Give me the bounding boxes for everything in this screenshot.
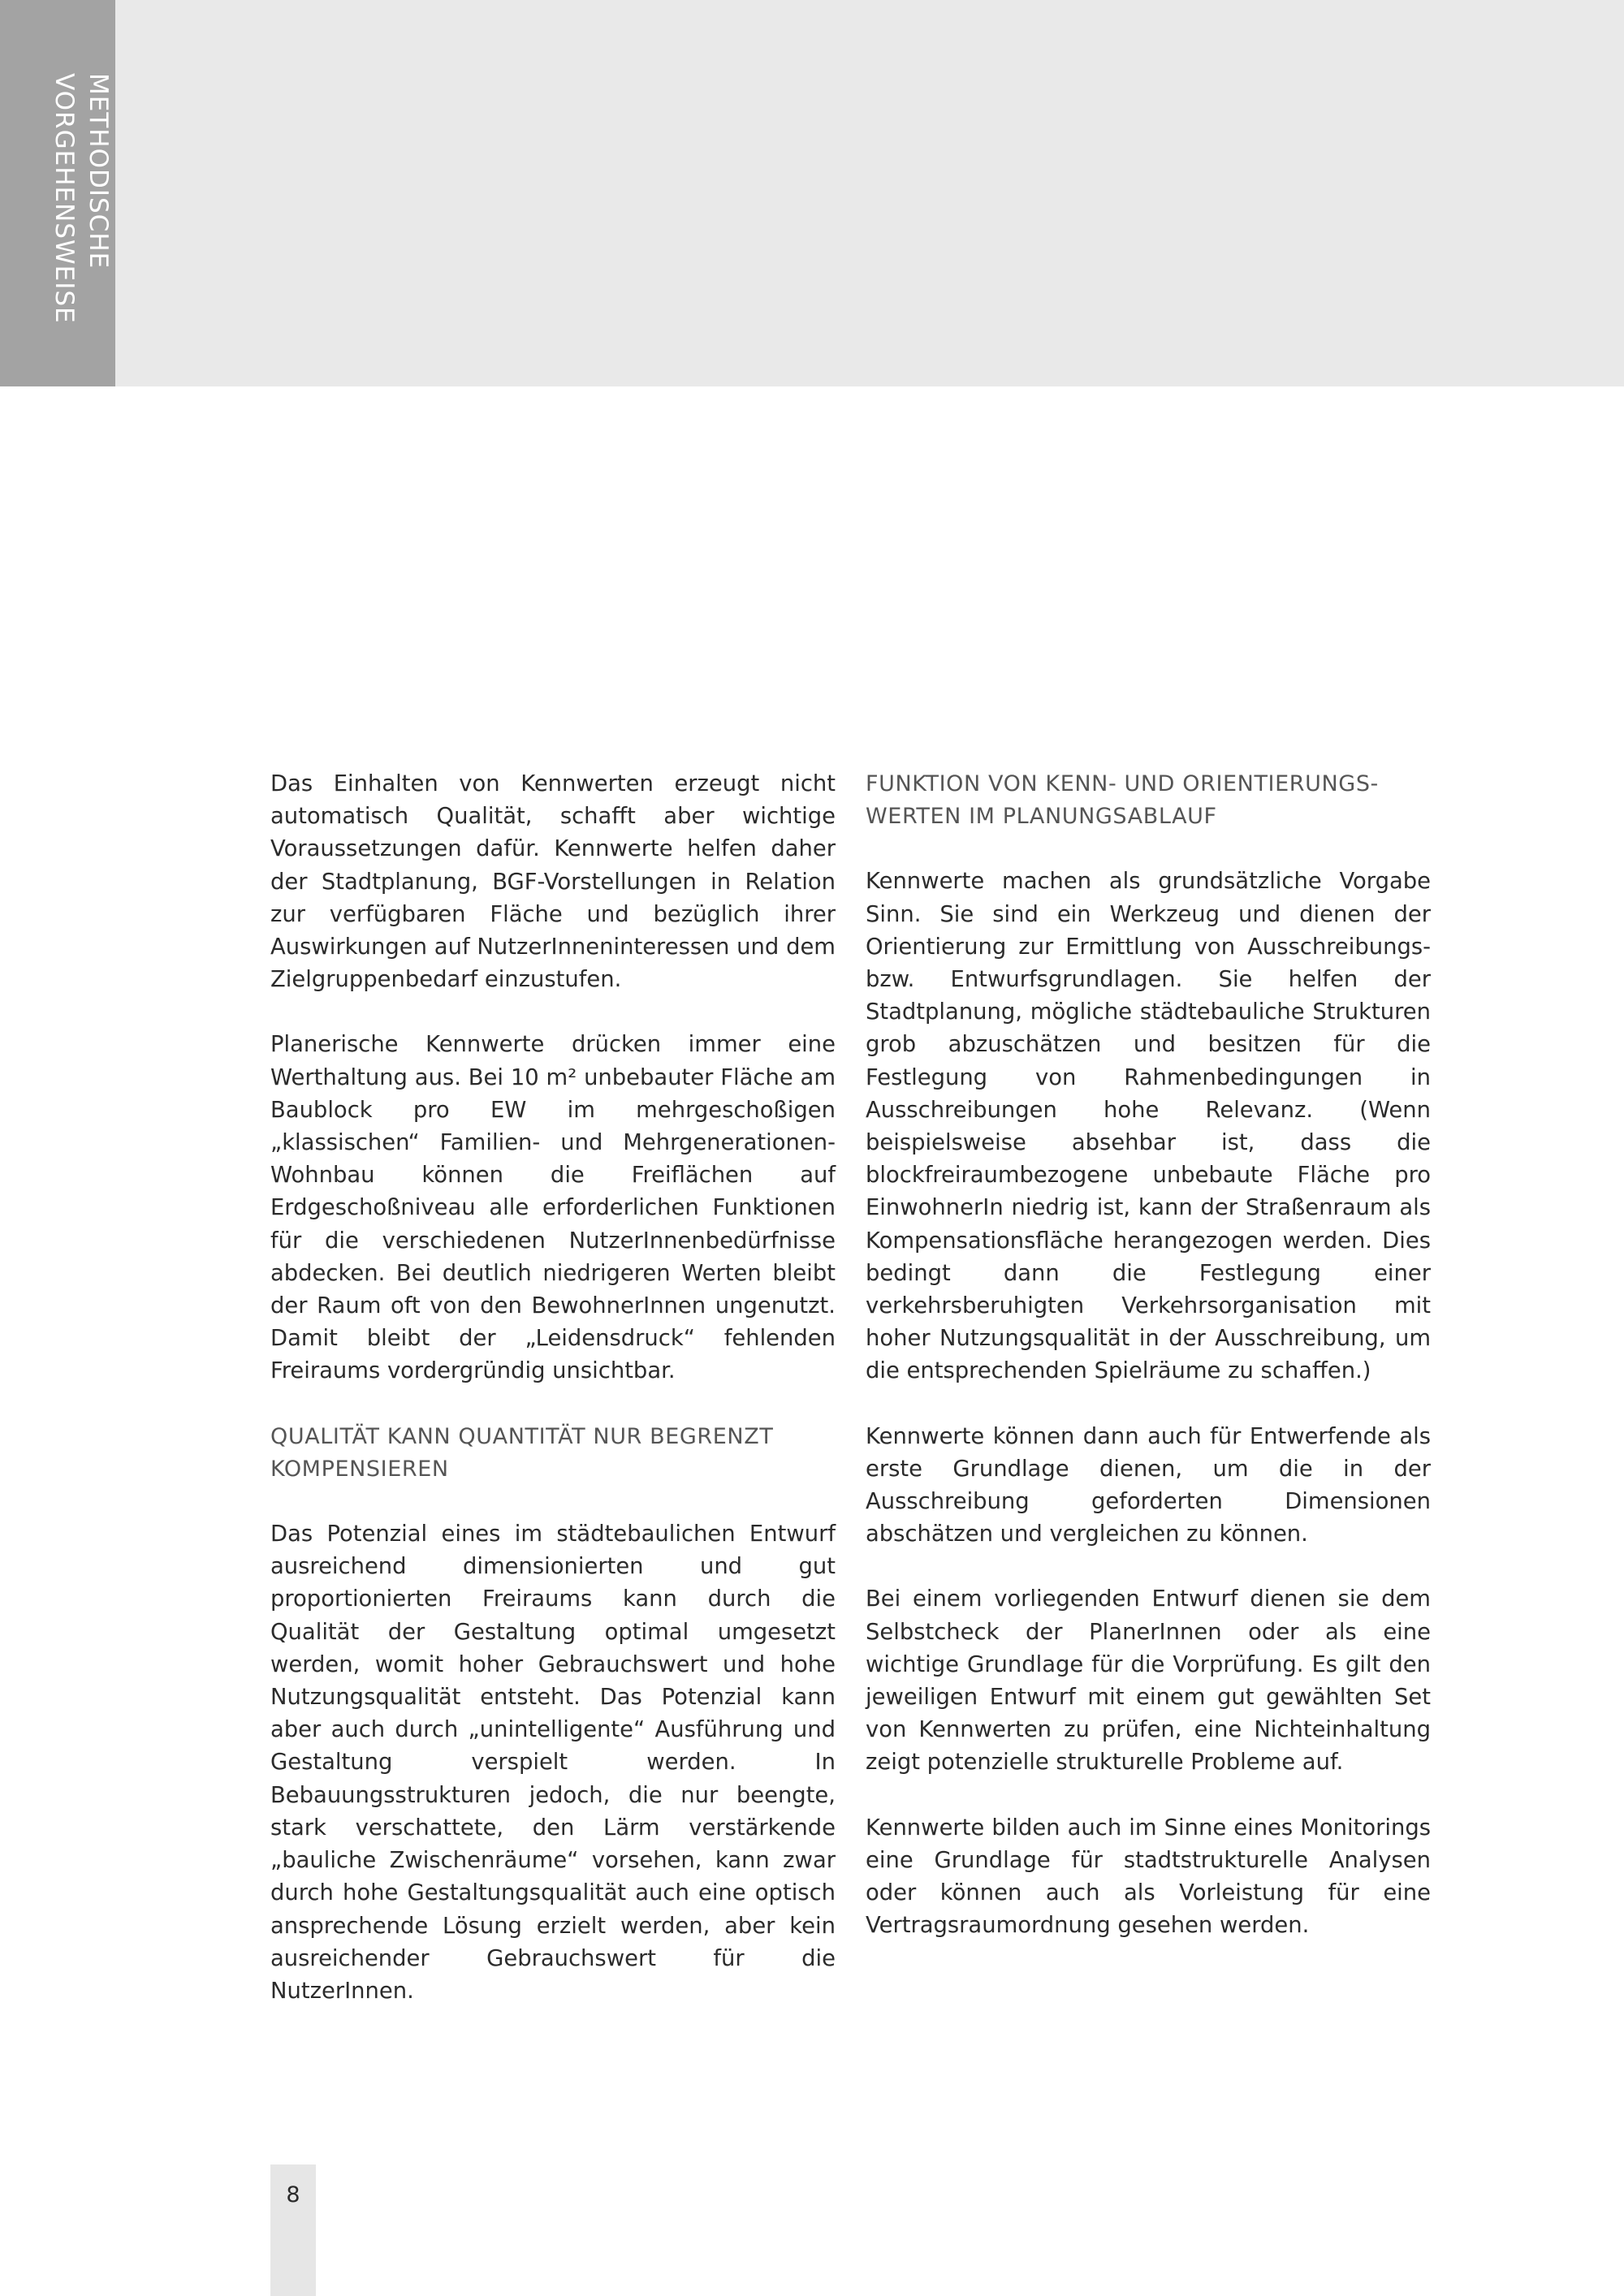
left-section-heading [270, 1421, 836, 1486]
left-heading-line-1: QUALITÄT KANN QUANTITÄT NUR BEGRENZT [270, 1423, 774, 1449]
right-paragraph-3: Bei einem vorliegenden Entwurf dienen sie dem Selbstcheck der PlanerInnen oder als eine wichtige Grundlage für die Vorprüfung. Es gilt den jeweiligen Entwurf mit einem gut gewählten Set von Kennwerten zu prüfen, eine Nichteinhaltung zeigt potenzielle strukturelle Probleme auf. [866, 1586, 1431, 1776]
right-paragraph-1: Kennwerte machen als grundsätzliche Vorgabe Sinn. Sie sind ein Werkzeug und dienen der Orientierung zur Ermittlung von Ausschreibungs- bzw. Entwurfsgrundlagen. Sie helfen der Stadtplanung, mögliche städtebauliche Strukturen grob abzuschätzen und besitzen für die Festlegung von Rahmenbedingungen in Ausschreibungen hohe Relevanz. (Wenn beispielsweise absehbar ist, dass die blockfreiraumbezogene unbebaute Fläche pro EinwohnerIn niedrig ist, kann der Straßenraum als Kompensationsfläche herangezogen werden. Dies bedingt dann die Festlegung einer verkehrsberuhigten Verkehrsorganisation mit hoher Nutzungsqualität in der Ausschreibung, um die entsprechenden Spielräume zu schaffen.) [866, 869, 1431, 1384]
right-section-heading [866, 768, 1431, 833]
page-number-tab [270, 2164, 316, 2296]
right-column [866, 768, 1431, 1975]
left-paragraph-3: Das Potenzial eines im städtebaulichen Entwurf ausreichend dimensionierten und gut proportionierten Freiraums kann durch die Qualität der Gestaltung optimal umgesetzt werden, womit hoher Gebrauchswert und hohe Nutzungsqualität entsteht. Das Potenzial kann aber auch durch „unintelligente“ Ausführung und Gestaltung verspielt werden. In Bebauungsstrukturen jedoch, die nur beengte, stark verschattete, den Lärm verstärkende „bauliche Zwischenräume“ vorsehen, kann zwar durch hohe Gestaltungsqualität auch eine optisch ansprechende Lösung erzielt werden, aber kein ausreichender Gebrauchswert für die NutzerInnen. [270, 1521, 836, 2004]
left-column [270, 768, 836, 2040]
right-heading-line-2: WERTEN IM PLANUNGSABLAUF [866, 804, 1217, 830]
section-tab-line-2: VORGEHENSWEISE [50, 73, 79, 324]
left-paragraph-1: Das Einhalten von Kennwerten erzeugt nicht automatisch Qualität, schafft aber wichtige Voraussetzungen dafür. Kennwerte helfen daher der Stadtplanung, BGF-Vorstellungen in Relation zur verfügbaren Fläche und bezüglich ihrer Auswirkungen auf NutzerInneninteressen und dem Zielgruppenbedarf einzustufen. [270, 771, 836, 993]
right-heading-line-1: FUNKTION VON KENN- UND ORIENTIERUNGS- [866, 771, 1379, 796]
section-tab-line-1: METHODISCHE [84, 73, 113, 270]
right-paragraph-2: Kennwerte können dann auch für Entwerfende als erste Grundlage dienen, um die in der Ausschreibung geforderten Dimensionen abschätzen und vergleichen zu können. [866, 1423, 1431, 1547]
right-paragraph-4: Kennwerte bilden auch im Sinne eines Monitorings eine Grundlage für stadtstrukturelle Analysen oder können auch als Vorleistung für eine Vertragsraumordnung gesehen werden. [866, 1815, 1431, 1939]
section-tab-label [47, 73, 115, 365]
page-number: 8 [286, 2182, 300, 2208]
left-paragraph-2: Planerische Kennwerte drücken immer eine Werthaltung aus. Bei 10 m² unbebauter Fläche am Baublock pro EW im mehrgeschoßigen „klassischen“ Familien- und Mehrgenerationen-Wohnbau können die Freiflächen auf Erdgeschoßniveau alle erforderlichen Funktionen für die verschiedenen NutzerInnenbedürfnisse abdecken. Bei deutlich niedrigeren Werten bleibt der Raum oft von den BewohnerInnen ungenutzt. Damit bleibt der „Leidensdruck“ fehlenden Freiraums vordergründig unsichtbar. [270, 1032, 836, 1384]
header-band [115, 0, 1624, 386]
left-heading-line-2: KOMPENSIEREN [270, 1456, 449, 1482]
